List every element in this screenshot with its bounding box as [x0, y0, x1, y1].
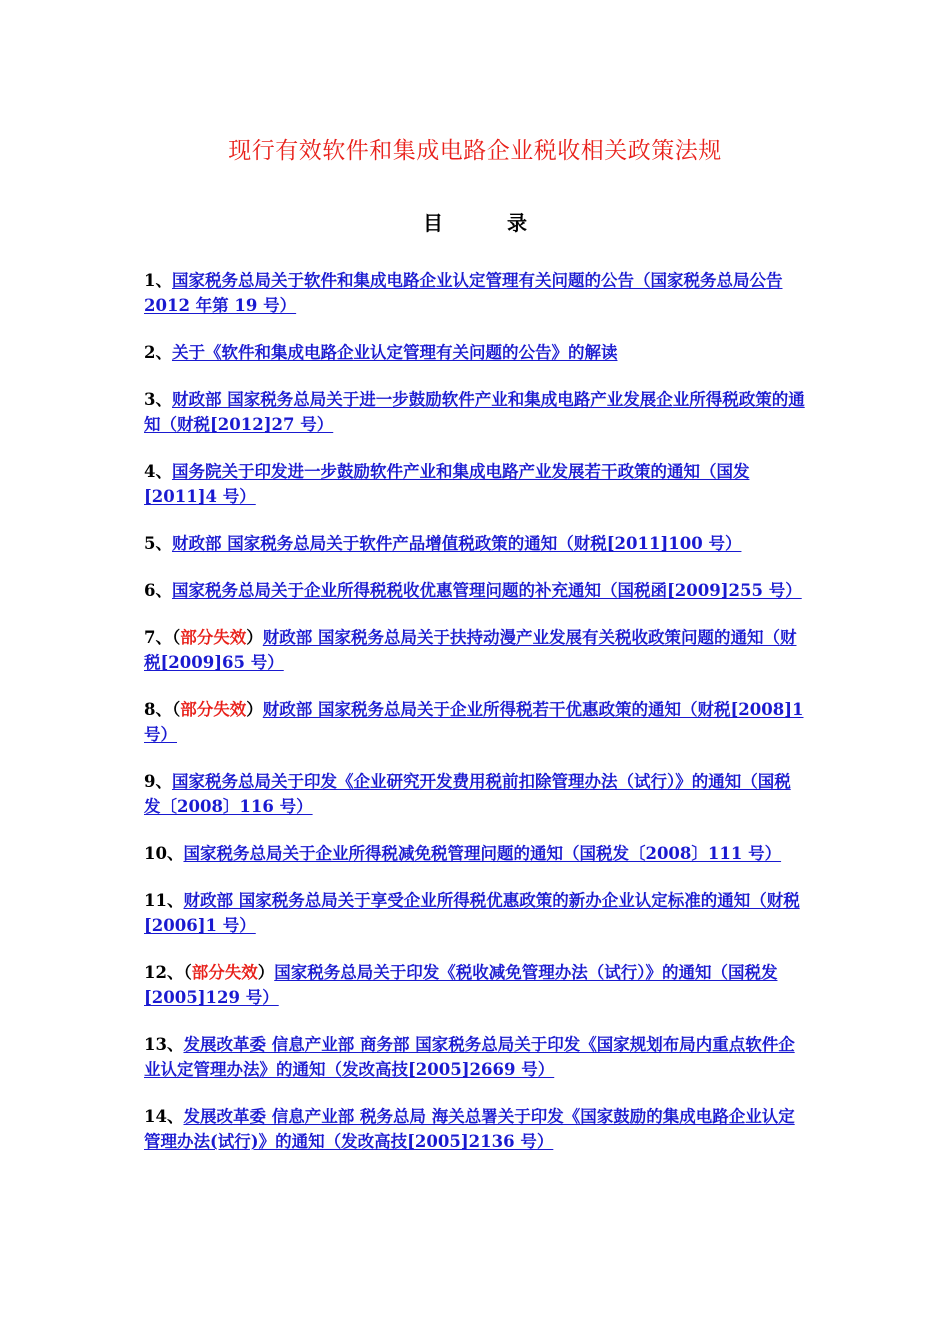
toc-item — [144, 268, 806, 318]
toc-heading-char-2: 录 — [507, 211, 527, 235]
toc-item-number: 8、 — [144, 700, 172, 719]
toc-item-link[interactable]: 财政部 国家税务总局关于进一步鼓励软件产业和集成电路产业发展企业所得税政策的通知（财税[2012]27 号） — [144, 390, 805, 434]
toc-item — [144, 1032, 806, 1082]
toc-item — [144, 387, 806, 437]
toc-item-number: 5、 — [144, 534, 172, 553]
toc-item — [144, 769, 806, 819]
toc-heading — [0, 206, 950, 240]
toc-list — [144, 268, 806, 1176]
status-open-paren: （ — [171, 628, 181, 647]
toc-item-link[interactable]: 国家税务总局关于企业所得税减免税管理问题的通知（国税发〔2008〕111 号） — [183, 844, 782, 863]
toc-item-number: 12、 — [144, 963, 184, 982]
toc-item-link[interactable]: 国家税务总局关于印发《企业研究开发费用税前扣除管理办法（试行）》的通知（国税发〔2008〕116 号） — [144, 772, 791, 816]
toc-item — [144, 841, 806, 866]
toc-heading-char-1: 目 — [423, 211, 443, 235]
toc-item-link[interactable]: 财政部 国家税务总局关于企业所得税若干优惠政策的通知（财税[2008]1 号） — [144, 700, 804, 744]
toc-item-link[interactable]: 发展改革委 信息产业部 税务总局 海关总署关于印发《国家鼓励的集成电路企业认定管理办法(试行)》的通知（发改高技[2005]2136 号） — [144, 1107, 795, 1151]
status-badge: 部分失效 — [180, 700, 247, 719]
toc-item-number: 1、 — [144, 271, 172, 290]
status-close-paren: ） — [257, 963, 275, 982]
toc-item-number: 6、 — [144, 581, 172, 600]
toc-item-link[interactable]: 国家税务总局关于软件和集成电路企业认定管理有关问题的公告（国家税务总局公告 2012 年第 19 号） — [144, 271, 783, 315]
toc-item-link[interactable]: 国家税务总局关于企业所得税税收优惠管理问题的补充通知（国税函[2009]255 号） — [171, 581, 802, 600]
status-close-paren: ） — [246, 628, 263, 647]
toc-item — [144, 578, 806, 603]
toc-item-number: 3、 — [144, 390, 172, 409]
toc-item — [144, 531, 806, 556]
toc-item — [144, 960, 806, 1010]
toc-item-number: 14、 — [144, 1107, 184, 1126]
toc-item-link[interactable]: 财政部 国家税务总局关于扶持动漫产业发展有关税收政策问题的通知（财税[2009]65 号） — [144, 628, 797, 672]
toc-item-number: 13、 — [144, 1035, 184, 1054]
toc-item-number: 9、 — [144, 772, 172, 791]
status-badge: 部分失效 — [191, 963, 258, 982]
toc-item-link[interactable]: 财政部 国家税务总局关于享受企业所得税优惠政策的新办企业认定标准的通知（财税[2006]1 号） — [144, 891, 800, 935]
toc-item-number: 10、 — [144, 844, 184, 863]
toc-item-number: 11、 — [144, 891, 184, 910]
toc-item-link[interactable]: 财政部 国家税务总局关于软件产品增值税政策的通知（财税[2011]100 号） — [171, 534, 742, 553]
toc-item-number: 2、 — [144, 343, 172, 362]
status-open-paren: （ — [183, 963, 192, 982]
status-badge: 部分失效 — [180, 628, 247, 647]
toc-item — [144, 1104, 806, 1154]
toc-item — [144, 625, 806, 675]
toc-item-number: 7、 — [144, 628, 172, 647]
document-title: 现行有效软件和集成电路企业税收相关政策法规 — [228, 138, 722, 164]
toc-item-link[interactable]: 国家税务总局关于印发《税收减免管理办法（试行）》的通知（国税发[2005]129 号） — [144, 963, 778, 1007]
toc-item-number: 4、 — [144, 462, 172, 481]
toc-item — [144, 459, 806, 509]
toc-item — [144, 888, 806, 938]
toc-item — [144, 697, 806, 747]
toc-item-link[interactable]: 发展改革委 信息产业部 商务部 国家税务总局关于印发《国家规划布局内重点软件企业认定管理办法》的通知（发改高技[2005]2669 号） — [144, 1035, 795, 1079]
toc-item — [144, 340, 806, 365]
toc-item-link[interactable]: 关于《软件和集成电路企业认定管理有关问题的公告》的解读 — [171, 343, 618, 362]
toc-item-link[interactable]: 国务院关于印发进一步鼓励软件产业和集成电路产业发展若干政策的通知（国发[2011]4 号） — [144, 462, 750, 506]
status-close-paren: ） — [246, 700, 263, 719]
status-open-paren: （ — [171, 700, 181, 719]
